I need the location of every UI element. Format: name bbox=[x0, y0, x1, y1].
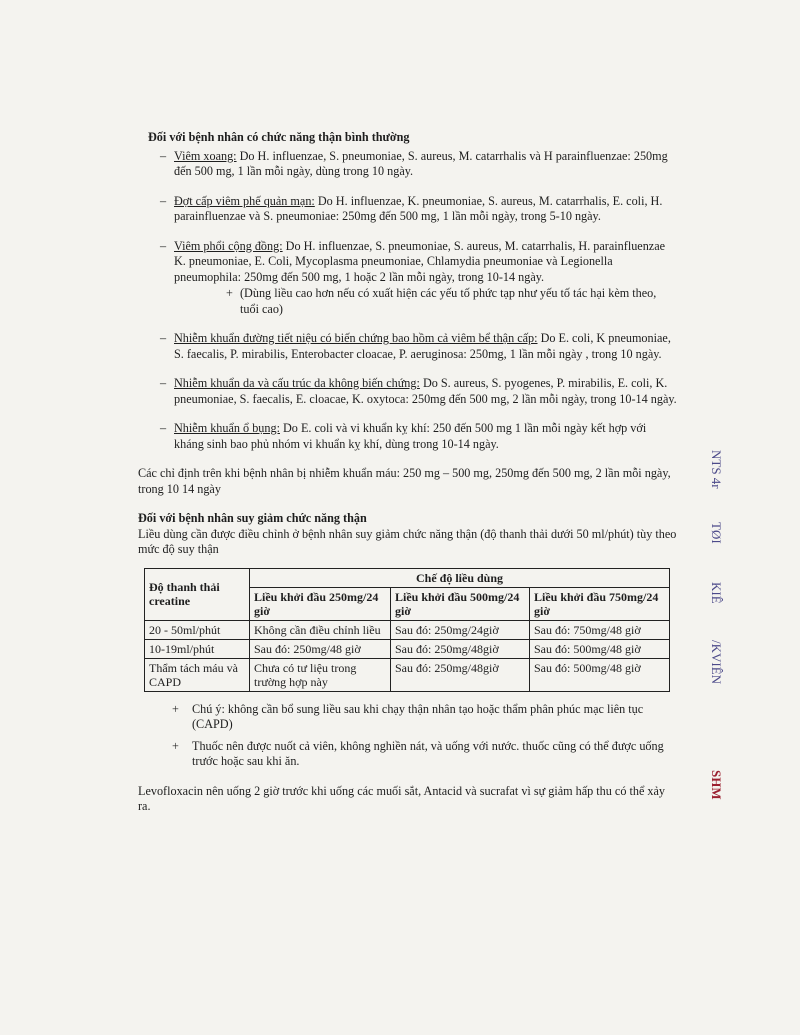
section-heading-renal-impaired: Đối với bệnh nhân suy giảm chức năng thận bbox=[138, 511, 367, 525]
indication-text: Do S. aureus, S. pyogenes, P. mirabilis, E. coli, K. pneumoniae, S. faecalis, E. cloacae, K. oxytoca: 250mg đến 500 mg, 2 lần mỗi ngày, trong 10-14 ngày. bbox=[174, 376, 677, 406]
pneumonia-note bbox=[212, 286, 678, 317]
indication-title: Viêm phổi cộng đồng: bbox=[174, 238, 283, 253]
table-subheader-500: Liều khởi đầu 500mg/24 giờ bbox=[391, 587, 530, 620]
dash-bullet: – bbox=[160, 148, 167, 163]
dash-bullet: – bbox=[160, 421, 167, 435]
indication-text: Do H. influenzae, K. pneumoniae, S. aureus, M. catarrhalis, E. coli, H. parainfluenzae và S. pneumoniae: 250mg đến 500 mg, 1 lần mỗi ngày, trong 5-10 ngày. bbox=[174, 193, 663, 223]
indication-title: Nhiễm khuẩn đường tiết niệu có biến chứng bao hồm cả viêm bể thận cấp: bbox=[174, 331, 538, 345]
table-subheader-750: Liều khởi đầu 750mg/24 giờ bbox=[530, 587, 670, 620]
plus-bullet: + bbox=[226, 286, 233, 300]
table-cell: Sau đó: 250mg/48 giờ bbox=[250, 639, 391, 658]
note-text: Chú ý: không cần bổ sung liều sau khi chạy thận nhân tạo hoặc thẩm phân phúc mạc liên tục (CAPD) bbox=[192, 701, 644, 731]
margin-mark: KIÊ bbox=[709, 582, 724, 604]
indication-sinusitis bbox=[148, 149, 678, 180]
table-cell: Sau đó: 500mg/48 giờ bbox=[530, 639, 670, 658]
dialysis-note bbox=[162, 702, 678, 733]
margin-mark: TØI bbox=[709, 522, 724, 544]
indication-title: Viêm xoang: bbox=[174, 148, 237, 163]
dash-bullet: – bbox=[160, 238, 167, 253]
dash-bullet: – bbox=[160, 331, 167, 345]
margin-mark: NTS 4r bbox=[709, 450, 724, 489]
table-cell: Chưa có tư liệu trong trường hợp này bbox=[250, 658, 391, 691]
indication-text: Do H. influenzae, S. pneumoniae, S. aureus, M. catarrhalis và H parainfluenzae: 250mg đến 500 mg, 1 lần mỗi ngày, dùng trong 10 ngày. bbox=[174, 148, 668, 178]
note-text: (Dùng liều cao hơn nếu có xuất hiện các yếu tố phức tạp như yếu tố tác hại kèm theo, tuổi cao) bbox=[240, 286, 657, 316]
swallow-note bbox=[162, 739, 678, 770]
indication-title: Nhiễm khuẩn ổ bụng: bbox=[174, 421, 280, 435]
dash-bullet: – bbox=[160, 376, 167, 390]
table-header-row bbox=[145, 568, 670, 587]
indication-bronchitis bbox=[148, 194, 678, 225]
table-cell: Không cần điều chỉnh liều bbox=[250, 620, 391, 639]
table-header-regimen: Chế độ liều dùng bbox=[250, 568, 670, 587]
table-cell: Sau đó: 500mg/48 giờ bbox=[530, 658, 670, 691]
indication-title: Đợt cấp viêm phế quản mạn: bbox=[174, 193, 315, 208]
table-row bbox=[145, 620, 670, 639]
indication-pneumonia bbox=[148, 239, 678, 318]
table-cell: Sau đó: 250mg/48giờ bbox=[391, 639, 530, 658]
table-cell: Thẩm tách máu và CAPD bbox=[145, 658, 250, 691]
section-heading-normal-renal: Đối với bệnh nhân có chức năng thận bình thường bbox=[148, 130, 410, 144]
table-row bbox=[145, 658, 670, 691]
indication-text: Do E. coli và vi khuẩn kỵ khí: 250 đến 500 mg 1 lần mỗi ngày kết hợp với kháng sinh bao phủ nhóm vi khuẩn kỵ khí, dùng trong 10-14 ngày. bbox=[174, 421, 647, 451]
note-text: Thuốc nên được nuốt cả viên, không nghiền nát, và uống với nước. thuốc cũng có thể được uống trước hoặc sau khi ăn. bbox=[192, 738, 664, 768]
indication-title: Nhiễm khuẩn da và cấu trúc da không biến chứng: bbox=[174, 376, 420, 390]
indication-urinary bbox=[148, 331, 678, 362]
table-cell: 20 - 50ml/phút bbox=[145, 620, 250, 639]
plus-bullet: + bbox=[172, 738, 179, 753]
document-body bbox=[138, 130, 678, 815]
table-cell: Sau đó: 250mg/48giờ bbox=[391, 658, 530, 691]
indication-abdominal bbox=[148, 421, 678, 452]
interaction-paragraph: Levofloxacin nên uống 2 giờ trước khi uống các muối sắt, Antacid và sucrafat vì sự giảm hấp thu có thể xảy ra. bbox=[138, 783, 666, 813]
indication-text: Do H. influenzae, S. pneumoniae, S. aureus, M. catarrhalis, H. parainfluenzae K. pneumoniae, E. Coli, Mycoplasma pneumoniae, Chlamydia pneumoniae và Legionella pneumophila: 250mg đến 500 mg, 1 hoặc 2 lần mỗi ngày, trong 10-14 ngày. bbox=[174, 238, 666, 284]
indication-text: Do E. coli, K pneumoniae, S. faecalis, P. mirabilis, Enterobacter cloacae, P. aeruginosa: 250mg, 1 lần mỗi ngày , trong 10 ngày. bbox=[174, 331, 671, 361]
indication-skin bbox=[148, 376, 678, 407]
plus-bullet: + bbox=[172, 701, 179, 716]
margin-mark: /KVIÊN bbox=[709, 640, 724, 685]
table-cell: Sau đó: 750mg/48 giờ bbox=[530, 620, 670, 639]
table-cell: 10-19ml/phút bbox=[145, 639, 250, 658]
table-header-clearance: Độ thanh thải creatine bbox=[145, 568, 250, 620]
table-subheader-250: Liều khởi đầu 250mg/24 giờ bbox=[250, 587, 391, 620]
table-cell: Sau đó: 250mg/24giờ bbox=[391, 620, 530, 639]
margin-mark: SHM bbox=[709, 770, 724, 800]
table-row bbox=[145, 639, 670, 658]
renal-intro-paragraph: Liều dùng cần được điều chỉnh ở bệnh nhân suy giảm chức năng thận (độ thanh thải dưới 50 ml/phút) tùy theo mức độ suy thận bbox=[138, 526, 677, 556]
bacteremia-paragraph: Các chỉ định trên khi bệnh nhân bị nhiễm khuẩn máu: 250 mg – 500 mg, 250mg đến 500 mg, 2 lần mỗi ngày, trong 10 14 ngày bbox=[138, 466, 671, 496]
renal-dose-table bbox=[144, 568, 670, 692]
margin-stamp-marks bbox=[706, 450, 736, 820]
dash-bullet: – bbox=[160, 193, 167, 208]
